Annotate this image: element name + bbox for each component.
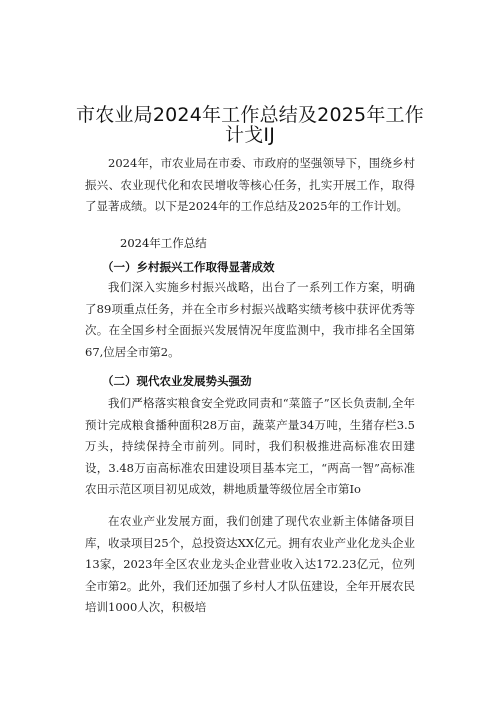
intro-paragraph: 2024年，市农业局在市委、市政府的坚强领导下，围绕乡村振兴、农业现代化和农民增收等核心任务，扎实开展工作，取得了显著成绩。以下是2024年的工作总结及2025年的工作计划。 xyxy=(85,156,415,214)
subsection-2-heading: （二）现代农业发展势头强劲 xyxy=(102,374,252,388)
subsection-2-paragraph-2: 在农业产业发展方面，我们创建了现代农业新主体储备项目库，收录项目25个，总投资达XX亿元。拥有农业产业化龙头企业13家，2023年全区农业龙头企业营业收入达172.23亿元，位列全市第2。此外，我们还加强了乡村人才队伍建设，全年开展农民培训1000人次，积极培 xyxy=(85,514,416,615)
subsection-1-paragraph: 我们深入实施乡村振兴战略，出台了一系列工作方案，明确了89项重点任务，并在全市乡村振兴战略实绩考核中获评优秀等次。在全国乡村全面振兴发展情况年度监测中，我市排名全国第67,位居全市第2。 xyxy=(85,280,415,359)
document-title-line-1: 市农业局2024年工作总结及2025年工作 xyxy=(76,104,424,126)
section-heading: 2024年工作总结 xyxy=(120,236,207,250)
subsection-1-heading: （一）乡村振兴工作取得显著成效 xyxy=(102,260,275,274)
document-title-line-2: 计戈IJ xyxy=(224,124,275,146)
subsection-2-paragraph-1: 我们严格落实粮食安全党政同责和“菜篮子”区长负责制,全年预计完成粮食播种面积28万亩，蔬菜产量34万吨，生猪存栏3.5万头，持续保持全市前列。同时，我们积极推进高标准农田建设，3.48万亩高标准农田建设项目基本完工，“两高一智”高标准农田示范区项目初见成效，耕地质量等级位居全市第Io xyxy=(85,396,415,497)
